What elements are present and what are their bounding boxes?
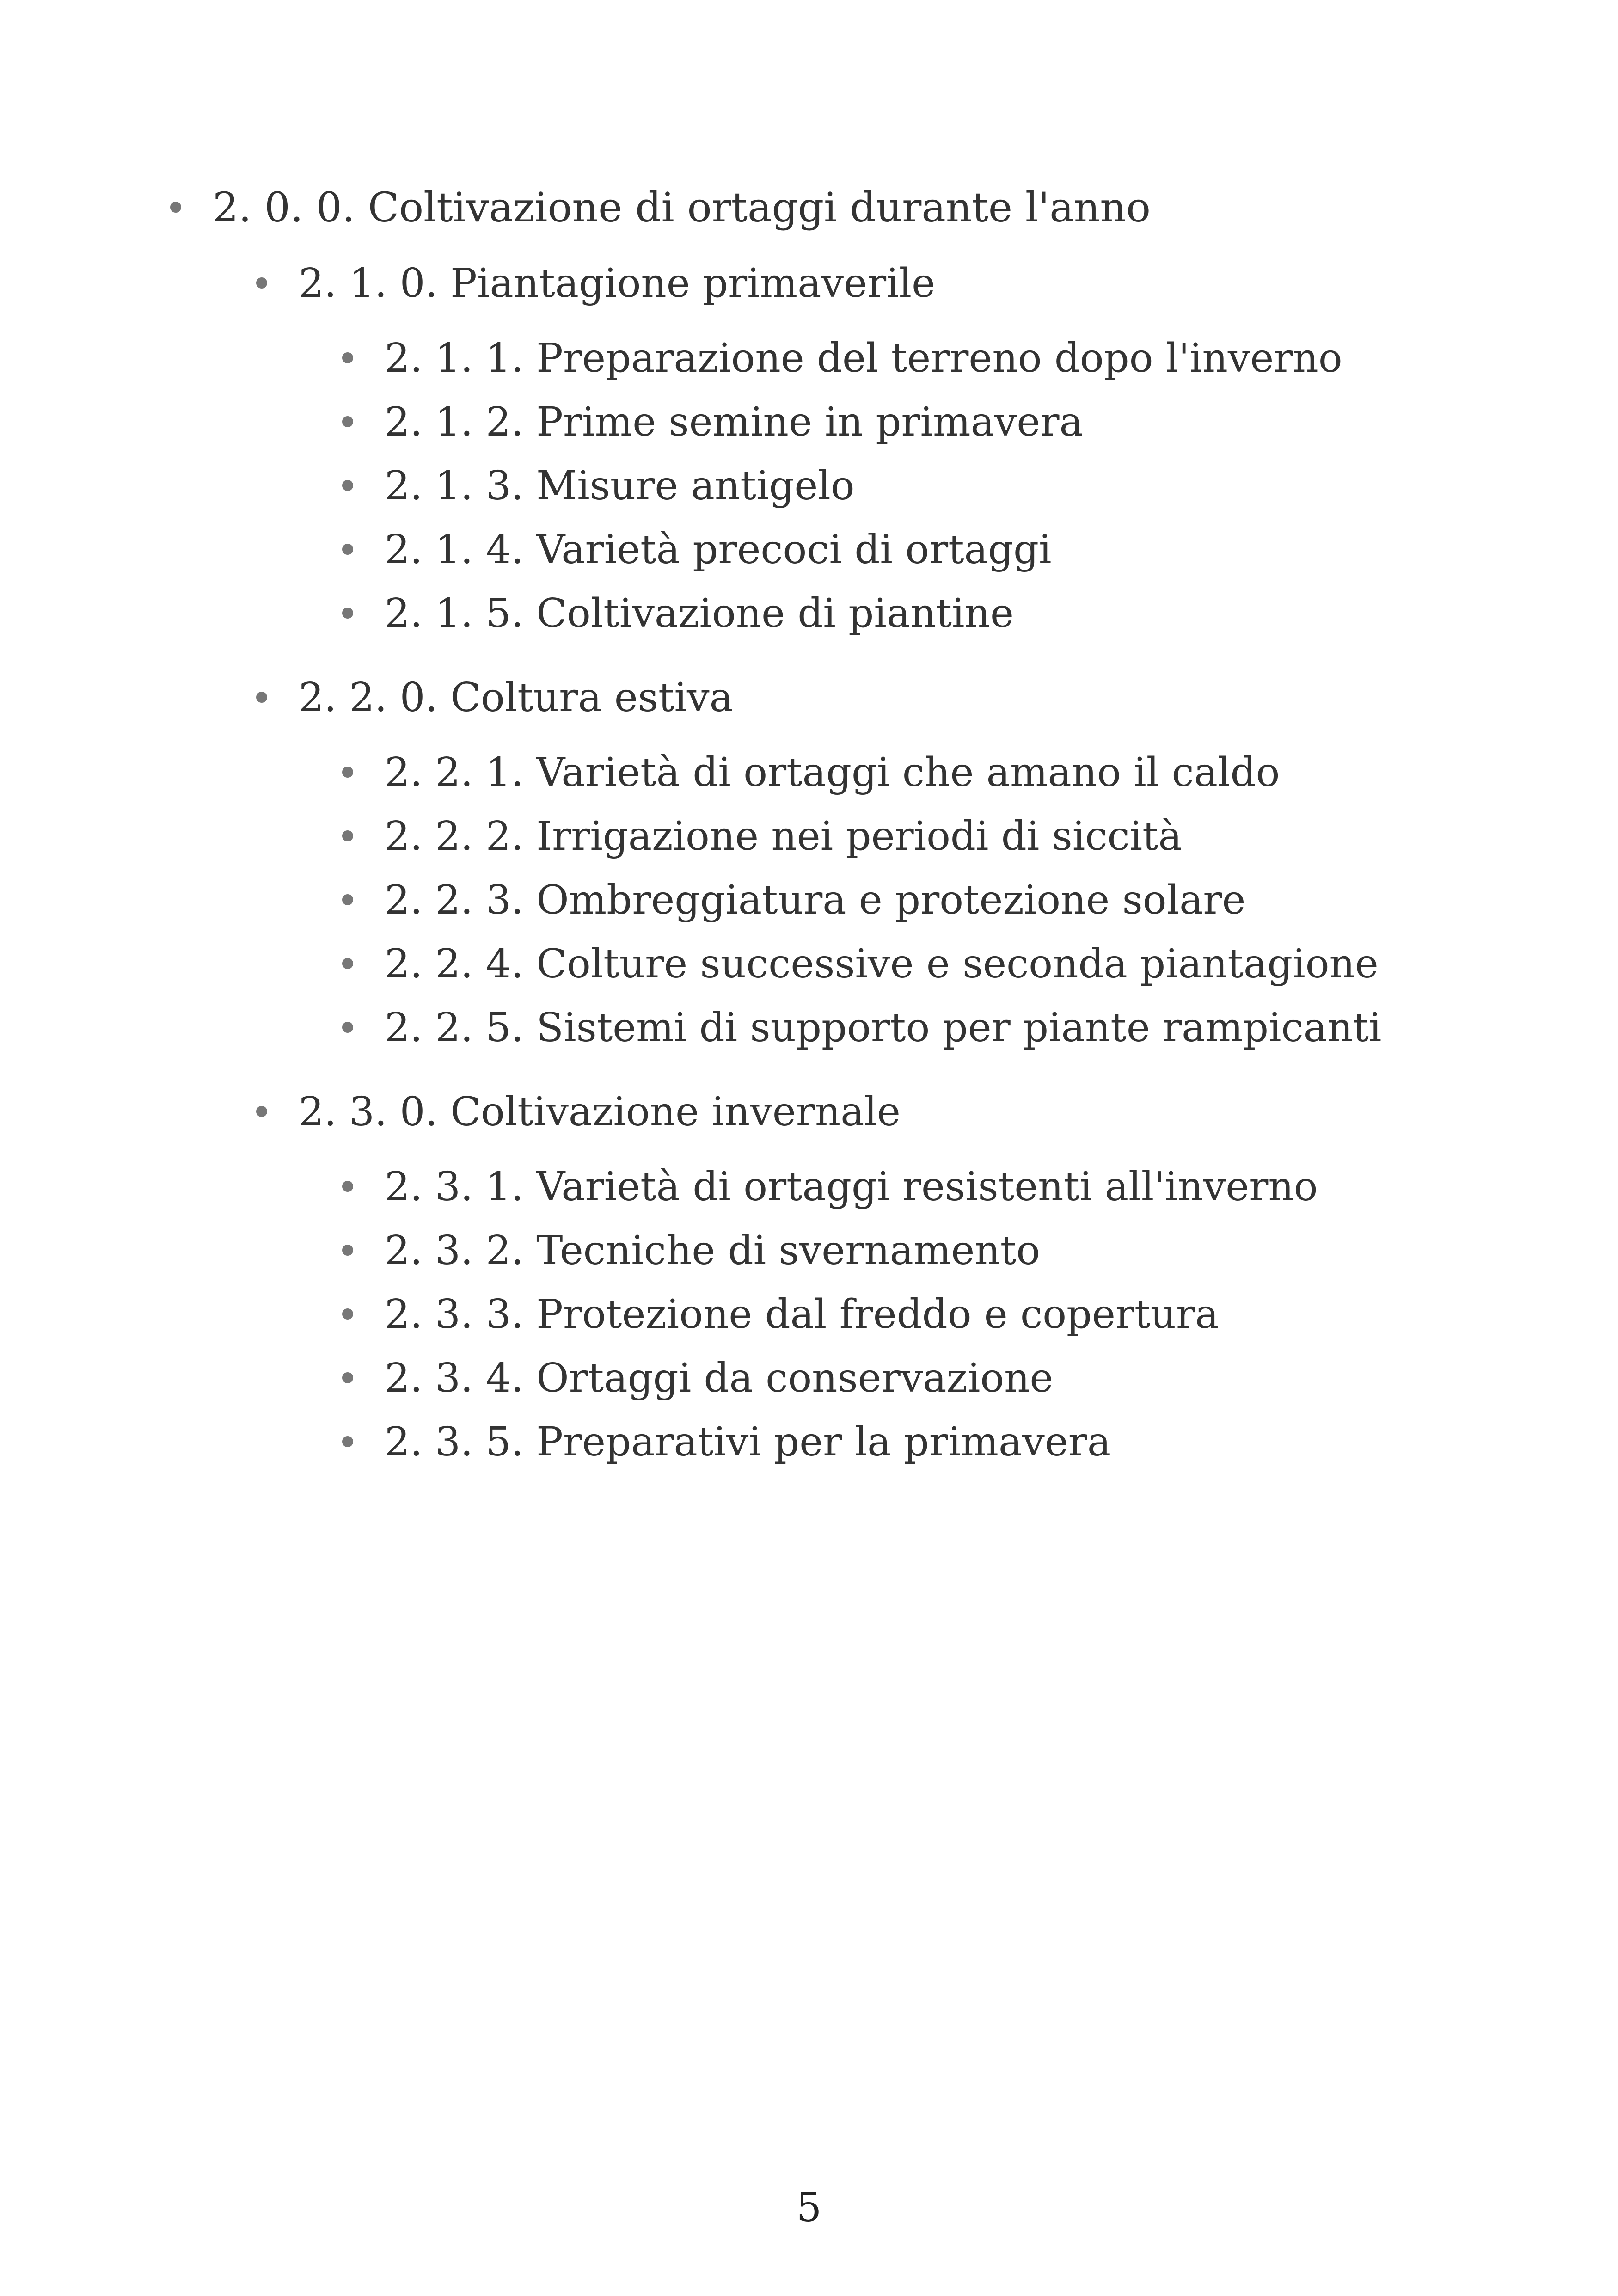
- toc-subsections: [299, 741, 1553, 1060]
- bullet-icon: [342, 544, 353, 555]
- toc-subsection-title: 2. 3. 3. Protezione dal freddo e copertura: [385, 1291, 1219, 1338]
- toc-subsection-title: 2. 2. 1. Varietà di ortaggi che amano il caldo: [385, 749, 1280, 796]
- toc-section-title: 2. 3. 0. Coltivazione invernale: [299, 1089, 901, 1135]
- table-of-contents: [213, 176, 1553, 1494]
- toc-subsection-title: 2. 2. 4. Colture successive e seconda piantagione: [385, 941, 1379, 987]
- toc-subsection: [385, 804, 1553, 868]
- page-number: 5: [796, 2185, 822, 2231]
- bullet-icon: [342, 1181, 353, 1192]
- toc-subsection: [385, 518, 1553, 582]
- toc-subsections: [299, 326, 1553, 645]
- toc-section: [299, 666, 1553, 1060]
- toc-subsection-title: 2. 1. 1. Preparazione del terreno dopo l'inverno: [385, 335, 1342, 381]
- toc-subsection: [385, 1283, 1553, 1346]
- toc-section: [299, 1080, 1553, 1474]
- toc-subsection-title: 2. 2. 5. Sistemi di supporto per piante rampicanti: [385, 1005, 1382, 1051]
- toc-subsection: [385, 454, 1553, 518]
- toc-subsection: [385, 582, 1553, 645]
- bullet-icon: [342, 1022, 353, 1033]
- toc-section: [299, 252, 1553, 645]
- toc-subsection-title: 2. 3. 2. Tecniche di svernamento: [385, 1228, 1041, 1274]
- bullet-icon: [342, 352, 353, 363]
- bullet-icon: [342, 1308, 353, 1320]
- toc-subsection: [385, 868, 1553, 932]
- toc-subsection-title: 2. 2. 2. Irrigazione nei periodi di siccità: [385, 813, 1182, 859]
- toc-subsection: [385, 741, 1553, 804]
- bullet-icon: [342, 608, 353, 619]
- toc-subsection-title: 2. 2. 3. Ombreggiatura e protezione solare: [385, 877, 1246, 923]
- bullet-icon: [342, 1372, 353, 1383]
- toc-subsection-title: 2. 1. 3. Misure antigelo: [385, 463, 855, 509]
- toc-chapter-title: 2. 0. 0. Coltivazione di ortaggi durante l'anno: [213, 184, 1151, 231]
- toc-sections: [213, 252, 1553, 1474]
- toc-subsection: [385, 1155, 1553, 1219]
- toc-subsection: [385, 1346, 1553, 1410]
- toc-section-title: 2. 2. 0. Coltura estiva: [299, 675, 733, 721]
- toc-subsection-title: 2. 1. 4. Varietà precoci di ortaggi: [385, 527, 1052, 573]
- toc-subsection-title: 2. 3. 4. Ortaggi da conservazione: [385, 1355, 1054, 1401]
- bullet-icon: [342, 480, 353, 491]
- bullet-icon: [256, 1106, 267, 1117]
- toc-subsection: [385, 326, 1553, 390]
- toc-subsection: [385, 390, 1553, 454]
- bullet-icon: [256, 692, 267, 703]
- toc-subsections: [299, 1155, 1553, 1474]
- bullet-icon: [342, 830, 353, 841]
- toc-chapter-line: [213, 176, 1553, 239]
- bullet-icon: [342, 767, 353, 778]
- bullet-icon: [342, 1245, 353, 1256]
- toc-subsection: [385, 996, 1553, 1060]
- toc-subsection: [385, 932, 1553, 996]
- toc-subsection: [385, 1219, 1553, 1283]
- toc-section-line: [299, 1080, 1553, 1144]
- bullet-icon: [170, 202, 181, 213]
- toc-subsection-title: 2. 1. 5. Coltivazione di piantine: [385, 590, 1014, 637]
- toc-subsection-title: 2. 1. 2. Prime semine in primavera: [385, 399, 1083, 445]
- toc-chapter: [213, 176, 1553, 1474]
- bullet-icon: [342, 1436, 353, 1447]
- toc-subsection: [385, 1410, 1553, 1474]
- bullet-icon: [342, 958, 353, 969]
- bullet-icon: [342, 894, 353, 905]
- toc-section-line: [299, 666, 1553, 730]
- bullet-icon: [256, 277, 267, 289]
- toc-subsection-title: 2. 3. 5. Preparativi per la primavera: [385, 1419, 1111, 1465]
- toc-section-title: 2. 1. 0. Piantagione primaverile: [299, 260, 935, 307]
- toc-subsection-title: 2. 3. 1. Varietà di ortaggi resistenti all'inverno: [385, 1164, 1318, 1210]
- toc-section-line: [299, 252, 1553, 315]
- bullet-icon: [342, 416, 353, 427]
